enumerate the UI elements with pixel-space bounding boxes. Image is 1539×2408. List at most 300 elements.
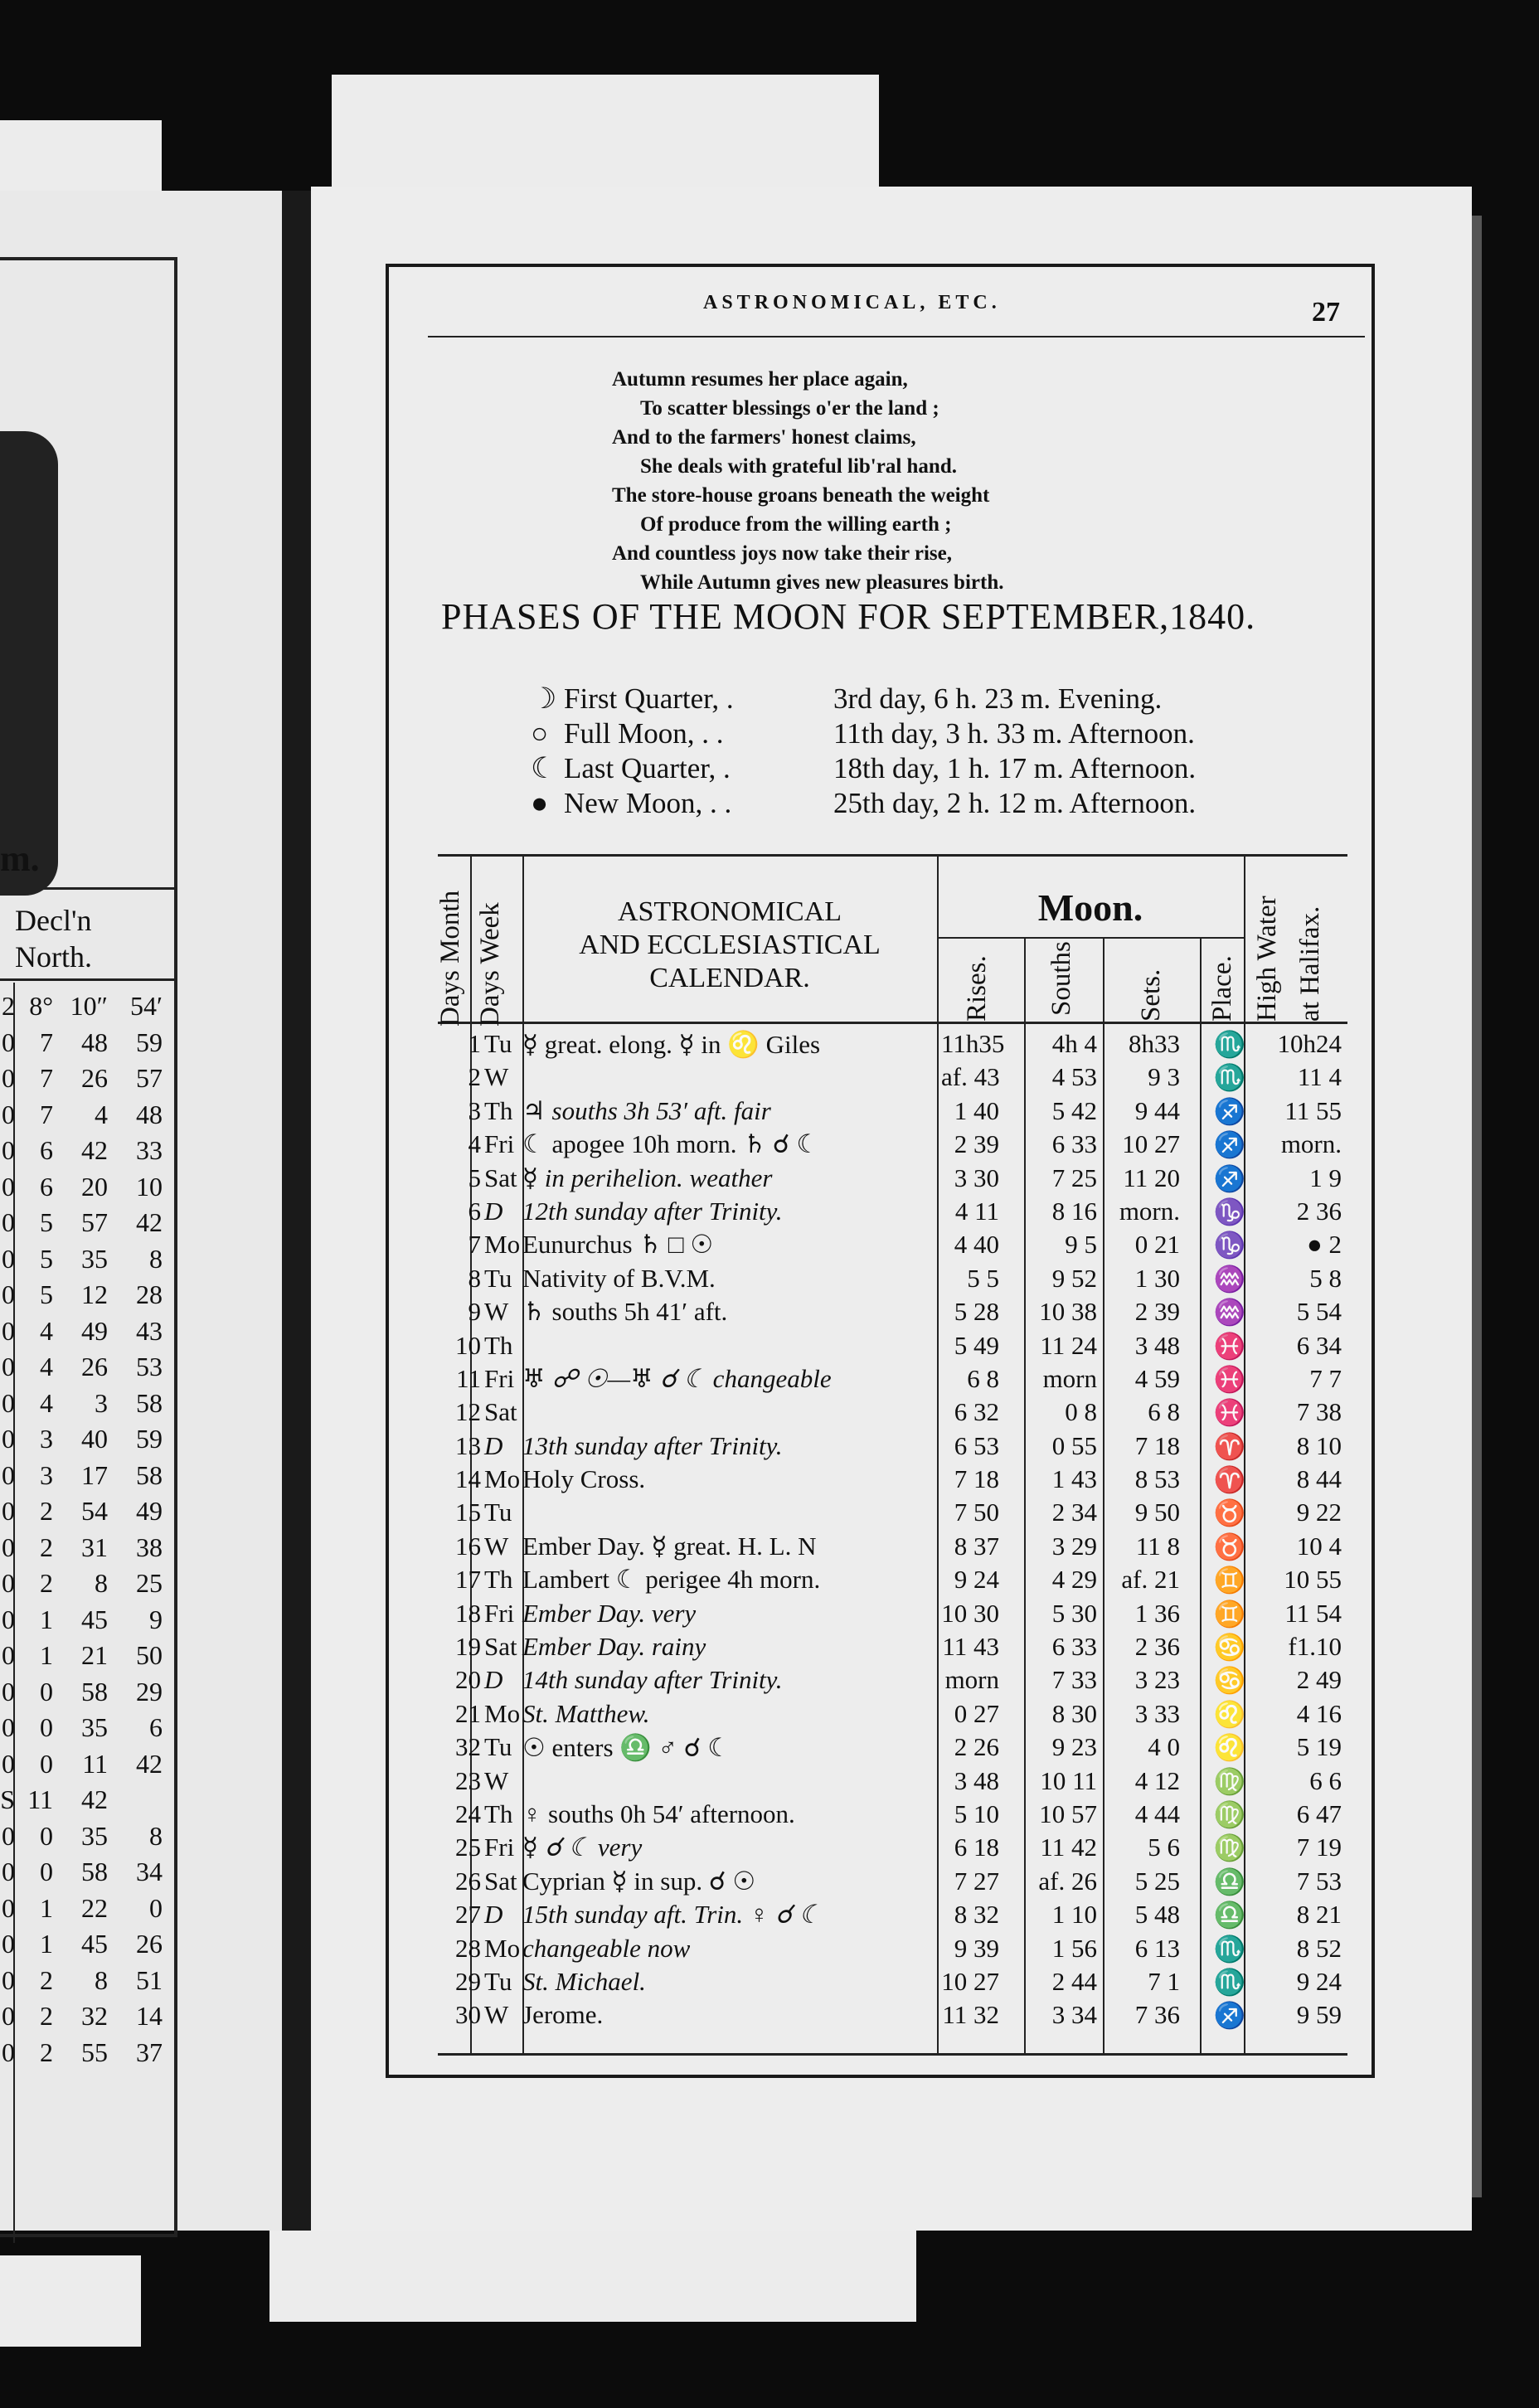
day-of-month: 24 xyxy=(455,1799,481,1828)
calendar-row xyxy=(438,1596,1347,1629)
phase-symbol-icon: ☽ xyxy=(531,682,557,715)
high-water: 9 22 xyxy=(1296,1498,1342,1527)
decl-row xyxy=(0,1313,166,1350)
decl-row xyxy=(0,1205,166,1241)
moon-sets: 7 36 xyxy=(1134,2000,1180,2030)
moon-place-icon: ♒ xyxy=(1213,1264,1246,1294)
calendar-row xyxy=(438,1027,1347,1060)
moon-sets: 3 23 xyxy=(1134,1665,1180,1695)
decl-cell: 2 xyxy=(40,1964,53,1995)
moon-rises: 7 18 xyxy=(954,1464,999,1494)
calendar-row xyxy=(438,1495,1347,1528)
decl-cell: 0 xyxy=(2,1063,15,1094)
moon-place-icon: ♓ xyxy=(1213,1331,1246,1361)
day-of-month: 30 xyxy=(455,2000,481,2030)
decl-cell: 11 xyxy=(27,1784,53,1815)
day-of-month: 20 xyxy=(455,1665,481,1695)
moon-place-icon: ♓ xyxy=(1213,1398,1246,1428)
decl-row xyxy=(0,1891,166,1927)
calendar-entry: 14th sunday after Trinity. xyxy=(522,1665,783,1695)
decl-cell: 42 xyxy=(136,1748,163,1779)
moon-souths: 5 42 xyxy=(1051,1095,1097,1125)
day-of-week: D xyxy=(484,1430,503,1460)
decl-cell: 17 xyxy=(81,1459,108,1490)
moon-sets: 3 48 xyxy=(1134,1330,1180,1360)
decl-cell: 0 xyxy=(2,2037,15,2067)
decl-row xyxy=(0,2035,166,2071)
high-water: 2 36 xyxy=(1296,1196,1342,1226)
day-of-week: Mo xyxy=(484,1933,521,1963)
moon-rises: 11 32 xyxy=(942,2000,999,2030)
decl-cell: 48 xyxy=(81,1027,108,1057)
moon-sets: 0 21 xyxy=(1134,1230,1180,1260)
calendar-entry: 13th sunday after Trinity. xyxy=(522,1430,783,1460)
decl-cell: 0 xyxy=(40,1712,53,1743)
calendar-row xyxy=(438,1227,1347,1260)
moon-place-icon: ♎ xyxy=(1213,1867,1246,1896)
moon-sets: 6 8 xyxy=(1148,1397,1180,1427)
phase-name: Full Moon, . . xyxy=(564,717,724,750)
calendar-row xyxy=(438,1730,1347,1763)
decl-row xyxy=(0,1854,166,1891)
calendar-entry: ☿ great. elong. ☿ in ♌ Giles xyxy=(522,1030,821,1059)
moon-place-icon: ♋ xyxy=(1213,1666,1246,1696)
decl-cell: 54 xyxy=(81,1496,108,1527)
decl-row xyxy=(0,1782,166,1818)
decl-cell: 0 xyxy=(2,1352,15,1382)
decl-cell: 48 xyxy=(136,1099,163,1129)
moon-souths: 9 52 xyxy=(1051,1263,1097,1293)
moon-place-icon: ♈ xyxy=(1213,1465,1246,1495)
moon-sets: 2 39 xyxy=(1134,1297,1180,1327)
moon-place-icon: ♍ xyxy=(1213,1766,1246,1796)
day-of-month: 21 xyxy=(455,1698,481,1728)
moon-subheader-rule xyxy=(937,937,1244,939)
high-water: 7 19 xyxy=(1296,1833,1342,1862)
day-of-week: Tu xyxy=(484,1029,512,1058)
decl-cell: 59 xyxy=(136,1424,163,1454)
day-of-month: 17 xyxy=(455,1565,481,1595)
moon-rises: 6 8 xyxy=(967,1363,999,1393)
decl-cell: 8 xyxy=(149,1820,163,1851)
moon-rises: 1 40 xyxy=(954,1095,999,1125)
decl-row xyxy=(0,1926,166,1963)
calendar-rows xyxy=(438,1027,1347,2032)
phase-item xyxy=(531,682,1196,716)
moon-rises: 4 40 xyxy=(954,1230,999,1260)
decl-cell: 8 xyxy=(95,1568,108,1599)
moon-sets: 11 20 xyxy=(1123,1163,1180,1192)
moon-sets: 5 25 xyxy=(1134,1866,1180,1896)
moon-sets: 4 44 xyxy=(1134,1799,1180,1828)
day-of-week: Th xyxy=(484,1330,513,1360)
moon-rises: morn xyxy=(944,1665,999,1695)
decl-row xyxy=(0,1746,166,1783)
decl-cell: 57 xyxy=(136,1063,163,1094)
decl-cell: 6 xyxy=(40,1171,53,1202)
decl-row xyxy=(0,1998,166,2035)
decl-cell: 0 xyxy=(2,1964,15,1995)
decl-cell: 55 xyxy=(81,2037,108,2067)
decl-cell: 42 xyxy=(81,1135,108,1166)
day-of-month: 12 xyxy=(455,1397,481,1427)
moon-place-icon: ♐ xyxy=(1213,1130,1246,1160)
high-water: 2 49 xyxy=(1296,1665,1342,1695)
decl-row xyxy=(0,1061,166,1097)
moon-rises: 9 24 xyxy=(954,1565,999,1595)
high-water: 6 6 xyxy=(1309,1765,1342,1795)
decl-row xyxy=(0,1638,166,1674)
decl-row xyxy=(0,1097,166,1134)
header-days-month: Days Month xyxy=(435,890,465,1027)
decl-cell: 0 xyxy=(40,1820,53,1851)
decl-cell: 1 xyxy=(40,1929,53,1959)
day-of-month: 18 xyxy=(455,1598,481,1628)
high-water: 11 4 xyxy=(1297,1062,1342,1092)
moon-souths: af. 26 xyxy=(1038,1866,1097,1896)
calendar-row xyxy=(438,1998,1347,2031)
decl-row xyxy=(0,1602,166,1639)
day-of-week: W xyxy=(484,2000,509,2030)
moon-souths: 10 57 xyxy=(1039,1799,1097,1828)
moon-place-icon: ♑ xyxy=(1213,1231,1246,1260)
high-water: 9 24 xyxy=(1296,1966,1342,1996)
moon-sets: 8 53 xyxy=(1134,1464,1180,1494)
day-of-week: Tu xyxy=(484,1498,512,1527)
moon-place-icon: ♉ xyxy=(1213,1532,1246,1561)
day-of-month: 14 xyxy=(455,1464,481,1494)
decl-cell: 31 xyxy=(81,1532,108,1562)
phase-time: 11th day, 3 h. 33 m. Afternoon. xyxy=(833,717,1195,750)
decl-cell: 3 xyxy=(95,1387,108,1418)
day-of-month: 13 xyxy=(455,1430,481,1460)
decl-cell: 0 xyxy=(2,1857,15,1887)
phase-symbol-icon: ○ xyxy=(531,717,549,750)
moon-place-icon: ♒ xyxy=(1213,1298,1246,1328)
day-of-week: Tu xyxy=(484,1263,512,1293)
calendar-entry: 12th sunday after Trinity. xyxy=(522,1196,783,1226)
decl-cell: 40 xyxy=(81,1424,108,1454)
moon-rises: 5 10 xyxy=(954,1799,999,1828)
decl-cell: 8 xyxy=(149,1243,163,1274)
phase-item xyxy=(531,716,1196,751)
decl-cell: 14 xyxy=(136,2001,163,2032)
calendar-row xyxy=(438,1529,1347,1562)
moon-place-icon: ♏ xyxy=(1213,1030,1246,1059)
moon-sets: 9 44 xyxy=(1134,1095,1180,1125)
decl-cell: 9 xyxy=(149,1604,163,1634)
decl-cell: 7 xyxy=(40,1027,53,1057)
moon-sets: 7 1 xyxy=(1148,1966,1180,1996)
decl-cell: 0 xyxy=(2,1099,15,1129)
decl-cell: 0 xyxy=(40,1857,53,1887)
decl-cell: 2 xyxy=(40,2001,53,2032)
day-of-month: 3 xyxy=(468,1095,481,1125)
decl-cell: 50 xyxy=(136,1640,163,1671)
phase-symbol-icon: ● xyxy=(531,787,549,819)
moon-rises: 11h35 xyxy=(941,1029,1005,1058)
day-of-month: 26 xyxy=(455,1866,481,1896)
moon-souths: 8 30 xyxy=(1051,1698,1097,1728)
day-of-month: 6 xyxy=(468,1196,481,1226)
moon-sets: 1 36 xyxy=(1134,1598,1180,1628)
decl-rule-top xyxy=(0,887,174,890)
decl-cell: 2 xyxy=(40,1532,53,1562)
bottom-tab xyxy=(269,2231,916,2322)
moon-souths: 3 34 xyxy=(1051,2000,1097,2030)
high-water: 6 34 xyxy=(1296,1330,1342,1360)
decl-cell: 0 xyxy=(2,1207,15,1238)
day-of-month: 9 xyxy=(468,1297,481,1327)
moon-souths: 11 42 xyxy=(1040,1833,1097,1862)
moon-rises: 0 27 xyxy=(954,1698,999,1728)
moon-place-icon: ♏ xyxy=(1213,1967,1246,1997)
decl-cell: S xyxy=(0,1784,15,1815)
day-of-week: Sat xyxy=(484,1163,517,1192)
calendar-header-rule xyxy=(438,1022,1347,1024)
calendar-rule-top xyxy=(438,854,1347,857)
header-souths: Souths xyxy=(1046,941,1076,1016)
high-water: 5 54 xyxy=(1296,1297,1342,1327)
day-of-week: Sat xyxy=(484,1397,517,1427)
moon-sets: 6 13 xyxy=(1134,1933,1180,1963)
running-head: ASTRONOMICAL, ETC. xyxy=(703,292,1001,313)
calendar-entry: Cyprian ☿ in sup. ☌ ☉ xyxy=(522,1866,756,1896)
decl-cell: 4 xyxy=(95,1099,108,1129)
moon-rises: 2 26 xyxy=(954,1732,999,1762)
calendar-row xyxy=(438,1864,1347,1897)
high-water: 5 8 xyxy=(1309,1263,1342,1293)
calendar-row xyxy=(438,1362,1347,1395)
moon-rises: 5 49 xyxy=(954,1330,999,1360)
phase-item xyxy=(531,786,1196,821)
day-of-month: 32 xyxy=(455,1732,481,1762)
decl-header-line-2: North. xyxy=(15,940,92,973)
top-tab-left xyxy=(0,120,162,195)
calendar-row xyxy=(438,1161,1347,1194)
moon-header: Moon. xyxy=(1037,886,1143,929)
decl-cell: 0 xyxy=(2,1027,15,1057)
day-of-month: 1 xyxy=(468,1029,481,1058)
phase-name: Last Quarter, . xyxy=(564,752,731,784)
moon-souths: 6 33 xyxy=(1051,1129,1097,1159)
decl-cell: 0 xyxy=(2,1171,15,1202)
moon-place-icon: ♋ xyxy=(1213,1633,1246,1663)
decl-row xyxy=(0,988,166,1025)
decl-cell: 7 xyxy=(40,1063,53,1094)
day-of-month: 10 xyxy=(455,1330,481,1360)
decl-cell: 0 xyxy=(2,1929,15,1959)
day-of-week: Tu xyxy=(484,1732,512,1762)
phase-time: 3rd day, 6 h. 23 m. Evening. xyxy=(833,682,1163,715)
moon-souths: 9 5 xyxy=(1065,1230,1097,1260)
moon-sets: 10 27 xyxy=(1122,1129,1180,1159)
decl-cell: 26 xyxy=(81,1352,108,1382)
day-of-month: 23 xyxy=(455,1765,481,1795)
poem-line: Of produce from the willing earth ; xyxy=(640,513,952,536)
decl-cell: 29 xyxy=(136,1676,163,1706)
header-high-water: High Water xyxy=(1252,896,1282,1022)
calendar-entry: Eunurchus ♄ □ ☉ xyxy=(522,1230,714,1260)
decl-cell: 2 xyxy=(2,991,15,1022)
moon-rises: 2 39 xyxy=(954,1129,999,1159)
high-water: 9 59 xyxy=(1296,2000,1342,2030)
decl-cell: 0 xyxy=(2,2001,15,2032)
phase-time: 18th day, 1 h. 17 m. Afternoon. xyxy=(833,752,1197,784)
moon-souths: 8 16 xyxy=(1051,1196,1097,1226)
moon-sets: 4 0 xyxy=(1148,1732,1180,1762)
high-water: 8 21 xyxy=(1296,1900,1342,1930)
decl-cell: 38 xyxy=(136,1532,163,1562)
decl-cell: 43 xyxy=(136,1315,163,1346)
moon-rises: 6 53 xyxy=(954,1430,999,1460)
moon-souths: 2 34 xyxy=(1051,1498,1097,1527)
decl-row xyxy=(0,1458,166,1494)
calendar-row xyxy=(438,1094,1347,1127)
calendar-row xyxy=(438,1897,1347,1930)
decl-cell: 35 xyxy=(81,1712,108,1743)
decl-row xyxy=(0,1710,166,1746)
moon-rises: 5 28 xyxy=(954,1297,999,1327)
moon-sets: 7 18 xyxy=(1134,1430,1180,1460)
decl-row xyxy=(0,1566,166,1602)
moon-souths: 10 38 xyxy=(1039,1297,1097,1327)
left-page xyxy=(0,191,282,2231)
decl-cell: 21 xyxy=(81,1640,108,1671)
moon-rises: 10 30 xyxy=(941,1598,999,1628)
calendar-row xyxy=(438,1562,1347,1595)
moon-rises: 8 37 xyxy=(954,1531,999,1561)
moon-place-icon: ♐ xyxy=(1213,1096,1246,1126)
left-page-heading: m. xyxy=(0,838,40,879)
calendar-row xyxy=(438,1462,1347,1495)
moon-place-icon: ♊ xyxy=(1213,1566,1246,1595)
calendar-row xyxy=(438,1060,1347,1093)
calendar-row xyxy=(438,1764,1347,1797)
calendar-title xyxy=(531,896,929,995)
header-place: Place. xyxy=(1207,955,1237,1022)
decl-cell: 53 xyxy=(136,1352,163,1382)
header-days-week: Days Week xyxy=(475,902,505,1027)
book-gutter xyxy=(282,191,315,2231)
high-water: 8 52 xyxy=(1296,1933,1342,1963)
decl-cell: 7 xyxy=(40,1099,53,1129)
moon-rises: 8 32 xyxy=(954,1900,999,1930)
decl-cell: 32 xyxy=(81,2001,108,2032)
calendar-row xyxy=(438,1797,1347,1830)
poem xyxy=(612,365,1192,597)
moon-rises: 5 5 xyxy=(967,1263,999,1293)
calendar-row xyxy=(438,1127,1347,1160)
poem-line: And countless joys now take their rise, xyxy=(612,542,952,565)
day-of-month: 16 xyxy=(455,1531,481,1561)
calendar-title-line-3: CALENDAR. xyxy=(649,963,810,993)
moon-rises: 9 39 xyxy=(954,1933,999,1963)
high-water: 6 47 xyxy=(1296,1799,1342,1828)
decl-cell: 35 xyxy=(81,1243,108,1274)
moon-rises: 6 18 xyxy=(954,1833,999,1862)
calendar-entry: Nativity of B.V.M. xyxy=(522,1263,716,1293)
decl-cell: 0 xyxy=(2,1604,15,1634)
moon-rises: 7 27 xyxy=(954,1866,999,1896)
day-of-month: 2 xyxy=(468,1062,481,1092)
decl-cell: 0 xyxy=(40,1676,53,1706)
moon-souths: 2 44 xyxy=(1051,1966,1097,1996)
day-of-week: W xyxy=(484,1531,509,1561)
decl-cell: 12 xyxy=(81,1279,108,1310)
decl-cell: 2 xyxy=(40,1568,53,1599)
decl-cell: 22 xyxy=(81,1892,108,1923)
page-edge xyxy=(1472,216,1482,2197)
decl-header xyxy=(15,902,92,975)
calendar-entry: ♄ souths 5h 41′ aft. xyxy=(522,1297,728,1327)
decl-cell: 8 xyxy=(95,1964,108,1995)
calendar-entry: 15th sunday aft. Trin. ♀ ☌ ☾ xyxy=(522,1900,823,1930)
decl-cell: 4 xyxy=(40,1315,53,1346)
day-of-week: D xyxy=(484,1900,503,1930)
page-number: 27 xyxy=(1312,297,1340,328)
day-of-week: Mo xyxy=(484,1230,521,1260)
high-water: 1 9 xyxy=(1309,1163,1342,1192)
moon-place-icon: ♉ xyxy=(1213,1498,1246,1528)
day-of-month: 5 xyxy=(468,1163,481,1192)
calendar-title-line-1: ASTRONOMICAL xyxy=(617,896,842,927)
day-of-week: Mo xyxy=(484,1464,521,1494)
moon-sets: 4 59 xyxy=(1134,1363,1180,1393)
calendar-entry: ♀ souths 0h 54′ afternoon. xyxy=(522,1799,795,1828)
phase-item xyxy=(531,751,1196,786)
decl-cell: 1 xyxy=(40,1604,53,1634)
decl-row xyxy=(0,1421,166,1458)
day-of-week: Mo xyxy=(484,1698,521,1728)
phase-time: 25th day, 2 h. 12 m. Afternoon. xyxy=(833,787,1197,819)
calendar-row xyxy=(438,1429,1347,1462)
high-water: 11 55 xyxy=(1284,1095,1342,1125)
decl-cell: 49 xyxy=(136,1496,163,1527)
moon-place-icon: ♏ xyxy=(1213,1934,1246,1964)
moon-souths: 3 29 xyxy=(1051,1531,1097,1561)
moon-souths: 0 55 xyxy=(1051,1430,1097,1460)
phase-name: First Quarter, . xyxy=(564,682,734,715)
day-of-week: Sat xyxy=(484,1866,517,1896)
decl-cell: 2 xyxy=(40,1496,53,1527)
calendar-entry: St. Matthew. xyxy=(522,1698,650,1728)
decl-cell: 1 xyxy=(40,1892,53,1923)
moon-souths: 9 23 xyxy=(1051,1732,1097,1762)
calendar-entry: ☉ enters ♎ ♂ ☌ ☾ xyxy=(522,1733,731,1763)
decl-cell: 25 xyxy=(136,1568,163,1599)
moon-souths: 7 33 xyxy=(1051,1665,1097,1695)
decl-row xyxy=(0,1963,166,1999)
moon-place-icon: ♈ xyxy=(1213,1431,1246,1461)
decl-row xyxy=(0,1025,166,1061)
decl-row xyxy=(0,1241,166,1278)
decl-cell: 0 xyxy=(2,1892,15,1923)
moon-place-icon: ♌ xyxy=(1213,1699,1246,1729)
calendar-row xyxy=(438,1629,1347,1663)
high-water: morn. xyxy=(1280,1129,1342,1159)
decl-cell: 0 xyxy=(2,1315,15,1346)
decl-cell: 5 xyxy=(40,1279,53,1310)
day-of-week: W xyxy=(484,1297,509,1327)
high-water: 7 38 xyxy=(1296,1397,1342,1427)
day-of-week: Th xyxy=(484,1095,513,1125)
moon-sets: 5 6 xyxy=(1148,1833,1180,1862)
decl-cell: 34 xyxy=(136,1857,163,1887)
decl-cell: 0 xyxy=(2,1496,15,1527)
moon-rises: 6 32 xyxy=(954,1397,999,1427)
decl-cell: 0 xyxy=(2,1748,15,1779)
